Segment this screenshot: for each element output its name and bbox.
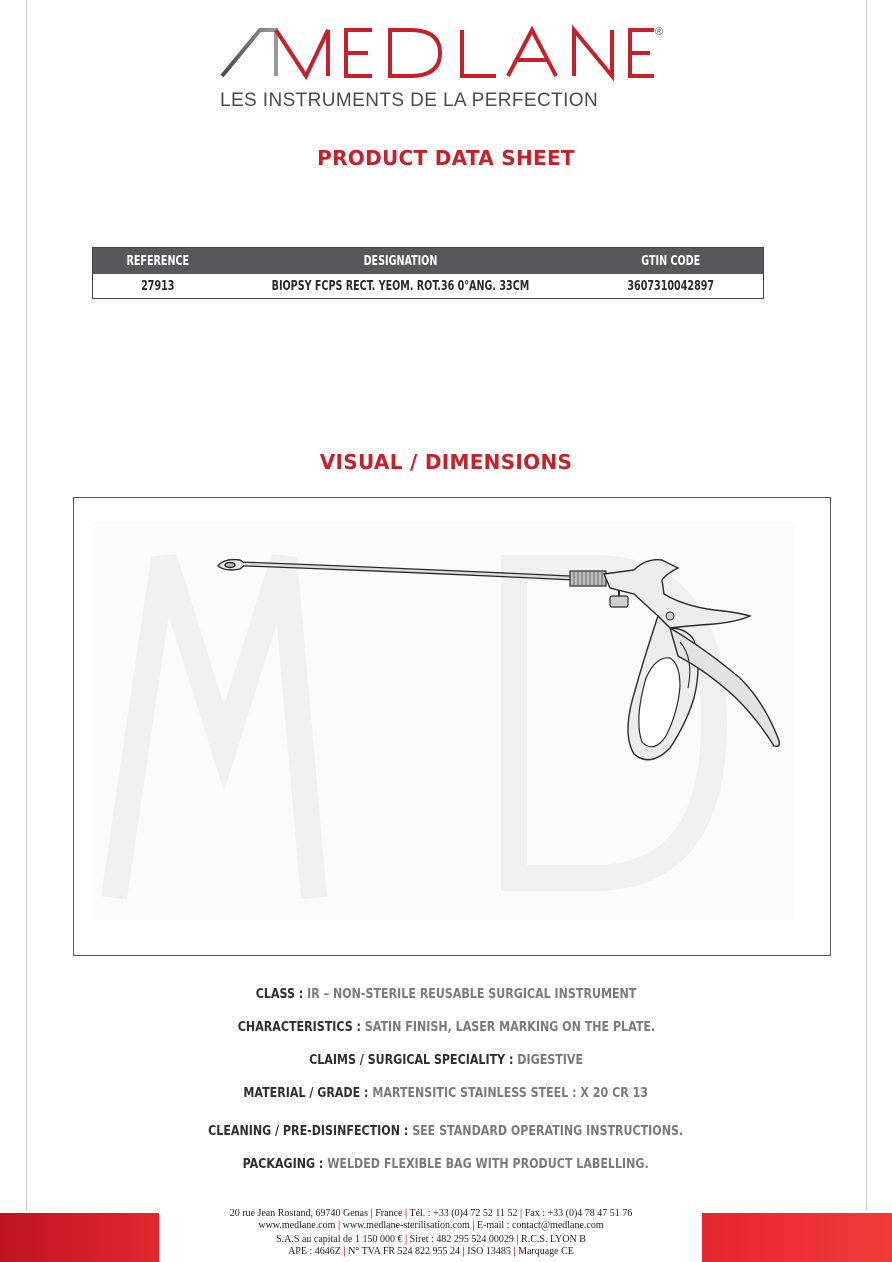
footer-capital: S.A.S au capital de 1 150 000 € xyxy=(276,1234,403,1245)
spec-material xyxy=(0,1085,892,1101)
footer-ce-marking: Marquage CE xyxy=(518,1246,574,1257)
spec-packaging xyxy=(0,1156,892,1172)
footer-ape: APE : 4646Z xyxy=(288,1246,341,1257)
footer-red-bar-left xyxy=(0,1213,159,1262)
spec-value: SEE STANDARD OPERATING INSTRUCTIONS. xyxy=(408,1123,684,1139)
header-designation: DESIGNATION xyxy=(363,253,437,269)
footer-address-line: 20 rue Jean Rostand, 69740 Genas | France | Tél. : +33 (0)4 72 52 11 52 | Fax : +33 (0)4 78 47 51 76 xyxy=(229,1208,633,1219)
spec-label: MATERIAL / GRADE : xyxy=(243,1085,369,1101)
footer-sterilisation-link[interactable]: www.medlane-sterilisation.com xyxy=(342,1220,470,1231)
footer-company-line: S.A.S au capital de 1 150 000 € | Siret : 482 295 524 00029 | R.C.S. LYON B xyxy=(276,1234,586,1245)
footer-vat: N° TVA FR 524 822 955 24 xyxy=(348,1246,461,1257)
footer-fax: Fax : +33 (0)4 78 47 51 76 xyxy=(524,1208,633,1219)
spec-value: IR – NON-STERILE REUSABLE SURGICAL INSTRUMENT xyxy=(303,986,637,1002)
instrument-visual-frame xyxy=(73,497,831,956)
visual-dimensions-title: VISUAL / DIMENSIONS xyxy=(319,450,573,474)
spec-value: WELDED FLEXIBLE BAG WITH PRODUCT LABELLING. xyxy=(323,1156,650,1172)
spec-class xyxy=(0,986,892,1002)
spec-cleaning xyxy=(0,1123,892,1139)
footer-email[interactable]: E-mail : contact@medlane.com xyxy=(476,1220,604,1231)
product-data-sheet-title: PRODUCT DATA SHEET xyxy=(317,146,575,170)
spec-label: PACKAGING : xyxy=(242,1156,324,1172)
header-reference: REFERENCE xyxy=(126,253,190,269)
registered-mark: ® xyxy=(655,26,664,38)
spec-value: MARTENSITIC STAINLESS STEEL : X 20 CR 13 xyxy=(368,1085,649,1101)
footer-iso: ISO 13485 xyxy=(467,1246,511,1257)
spec-value: DIGESTIVE xyxy=(513,1052,583,1068)
footer-phone: Tél. : +33 (0)4 72 52 11 52 xyxy=(409,1208,518,1219)
spec-label: CLEANING / PRE-DISINFECTION : xyxy=(208,1123,409,1139)
brand-tagline: LES INSTRUMENTS DE LA PERFECTION xyxy=(220,90,599,111)
biopsy-forceps-illustration xyxy=(74,498,830,955)
footer-rcs: R.C.S. LYON B xyxy=(521,1234,586,1245)
spec-characteristics xyxy=(0,1019,892,1035)
spec-label: CHARACTERISTICS : xyxy=(237,1019,361,1035)
table-header-row xyxy=(93,248,763,274)
header-gtin-code: GTIN CODE xyxy=(640,253,700,269)
footer-siret: Siret : 482 295 524 00029 xyxy=(409,1234,514,1245)
footer-website-link[interactable]: www.medlane.com xyxy=(258,1220,336,1231)
cell-designation: BIOPSY FCPS RECT. YEOM. ROT.36 0°ANG. 33CM xyxy=(271,278,529,294)
product-reference-table xyxy=(92,247,764,299)
footer-red-bar-right xyxy=(702,1213,892,1262)
spec-claims xyxy=(0,1052,892,1068)
spec-label: CLAIMS / SURGICAL SPECIALITY : xyxy=(309,1052,514,1068)
spec-label: CLASS : xyxy=(255,986,304,1002)
spec-value: SATIN FINISH, LASER MARKING ON THE PLATE. xyxy=(360,1019,655,1035)
footer-address: 20 rue Jean Rostand, 69740 Genas xyxy=(229,1208,369,1219)
footer-country: France xyxy=(375,1208,403,1219)
cell-gtin-code: 3607310042897 xyxy=(626,278,714,294)
footer-web-line: www.medlane.com | www.medlane-sterilisation.com | E-mail : contact@medlane.com xyxy=(258,1220,604,1231)
table-row xyxy=(93,274,763,298)
cell-reference: 27913 xyxy=(141,278,175,294)
footer-registration-line: APE : 4646Z | N° TVA FR 524 822 955 24 | ISO 13485 | Marquage CE xyxy=(288,1246,574,1257)
